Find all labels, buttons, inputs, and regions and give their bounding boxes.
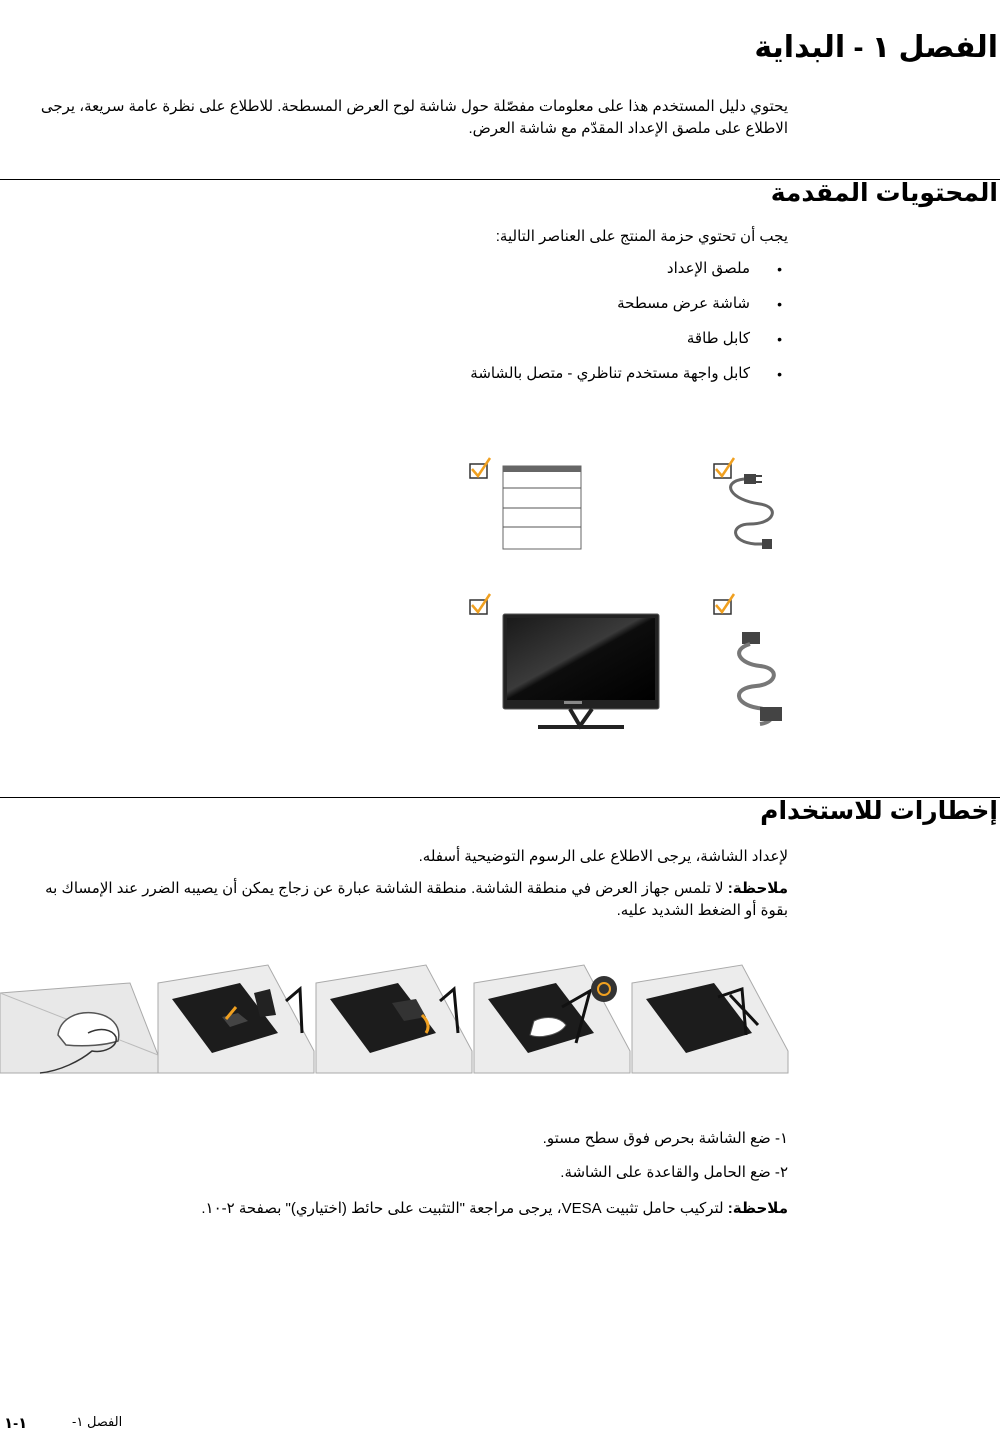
contents-list [470,258,788,398]
power-cable-icon [731,474,773,549]
usage-note [40,878,788,922]
setup-step-illustration [474,965,630,1073]
check-icon [470,458,490,478]
setup-illustrations [0,955,790,1075]
list-item: ١- ضع الشاشة بحرص فوق سطح مستو. [542,1130,788,1147]
chapter-intro: يحتوي دليل المستخدم هذا على معلومات مفصّلة حول شاشة لوح العرض المسطحة. للاطلاع على نظرة عامة سريعة، يرجى الاطلاع على ملصق الإعداد المقدّم مع شاشة العرض. [40,98,788,137]
analog-cable-icon [739,632,782,724]
note-label: ملاحظة: [727,1200,788,1217]
cleaning-illustration [0,983,158,1073]
setup-step-illustration [632,965,788,1073]
setup-steps [543,1128,788,1196]
package-contents-figure [460,452,800,742]
note-label: ملاحظة: [727,880,788,897]
check-icon [714,458,734,478]
vesa-note [201,1198,788,1220]
usage-lead: لإعداد الشاشة، يرجى الاطلاع على الرسوم التوضيحية أسفله. [418,848,788,865]
list-item: • ملصق الإعداد [470,258,788,293]
contents-section-title: المحتويات المقدمة [770,179,998,207]
page-number: ١-١ [4,1415,28,1432]
footer-chapter-label: الفصل ١- [72,1414,123,1429]
chapter-title: الفصل ١ - البداية [754,31,998,64]
setup-poster-icon [503,466,581,549]
contents-lead: يجب أن تحتوي حزمة المنتج على العناصر التالية: [495,228,788,245]
list-item: • كابل واجهة مستخدم تناظري - متصل بالشاشة [470,363,788,398]
list-item: ٢- ضع الحامل والقاعدة على الشاشة. [560,1164,788,1181]
list-item: • شاشة عرض مسطحة [470,293,788,328]
usage-section-title: إخطارات للاستخدام [760,797,998,825]
check-icon [470,594,490,614]
check-icon [714,594,734,614]
setup-step-illustration [316,965,472,1073]
flat-panel-monitor-icon [503,614,659,729]
note-text: لتركيب حامل تثبيت VESA، يرجى مراجعة "التثبيت على حائط (اختياري)" بصفحة ٢-١٠. [201,1200,724,1217]
setup-step-illustration [158,965,314,1073]
list-item: • كابل طاقة [470,328,788,363]
note-text: لا تلمس جهاز العرض في منطقة الشاشة. منطقة الشاشة عبارة عن زجاج يمكن أن يصيبه الضرر عند الإمساك به بقوة أو الضغط الشديد عليه. [45,880,788,919]
